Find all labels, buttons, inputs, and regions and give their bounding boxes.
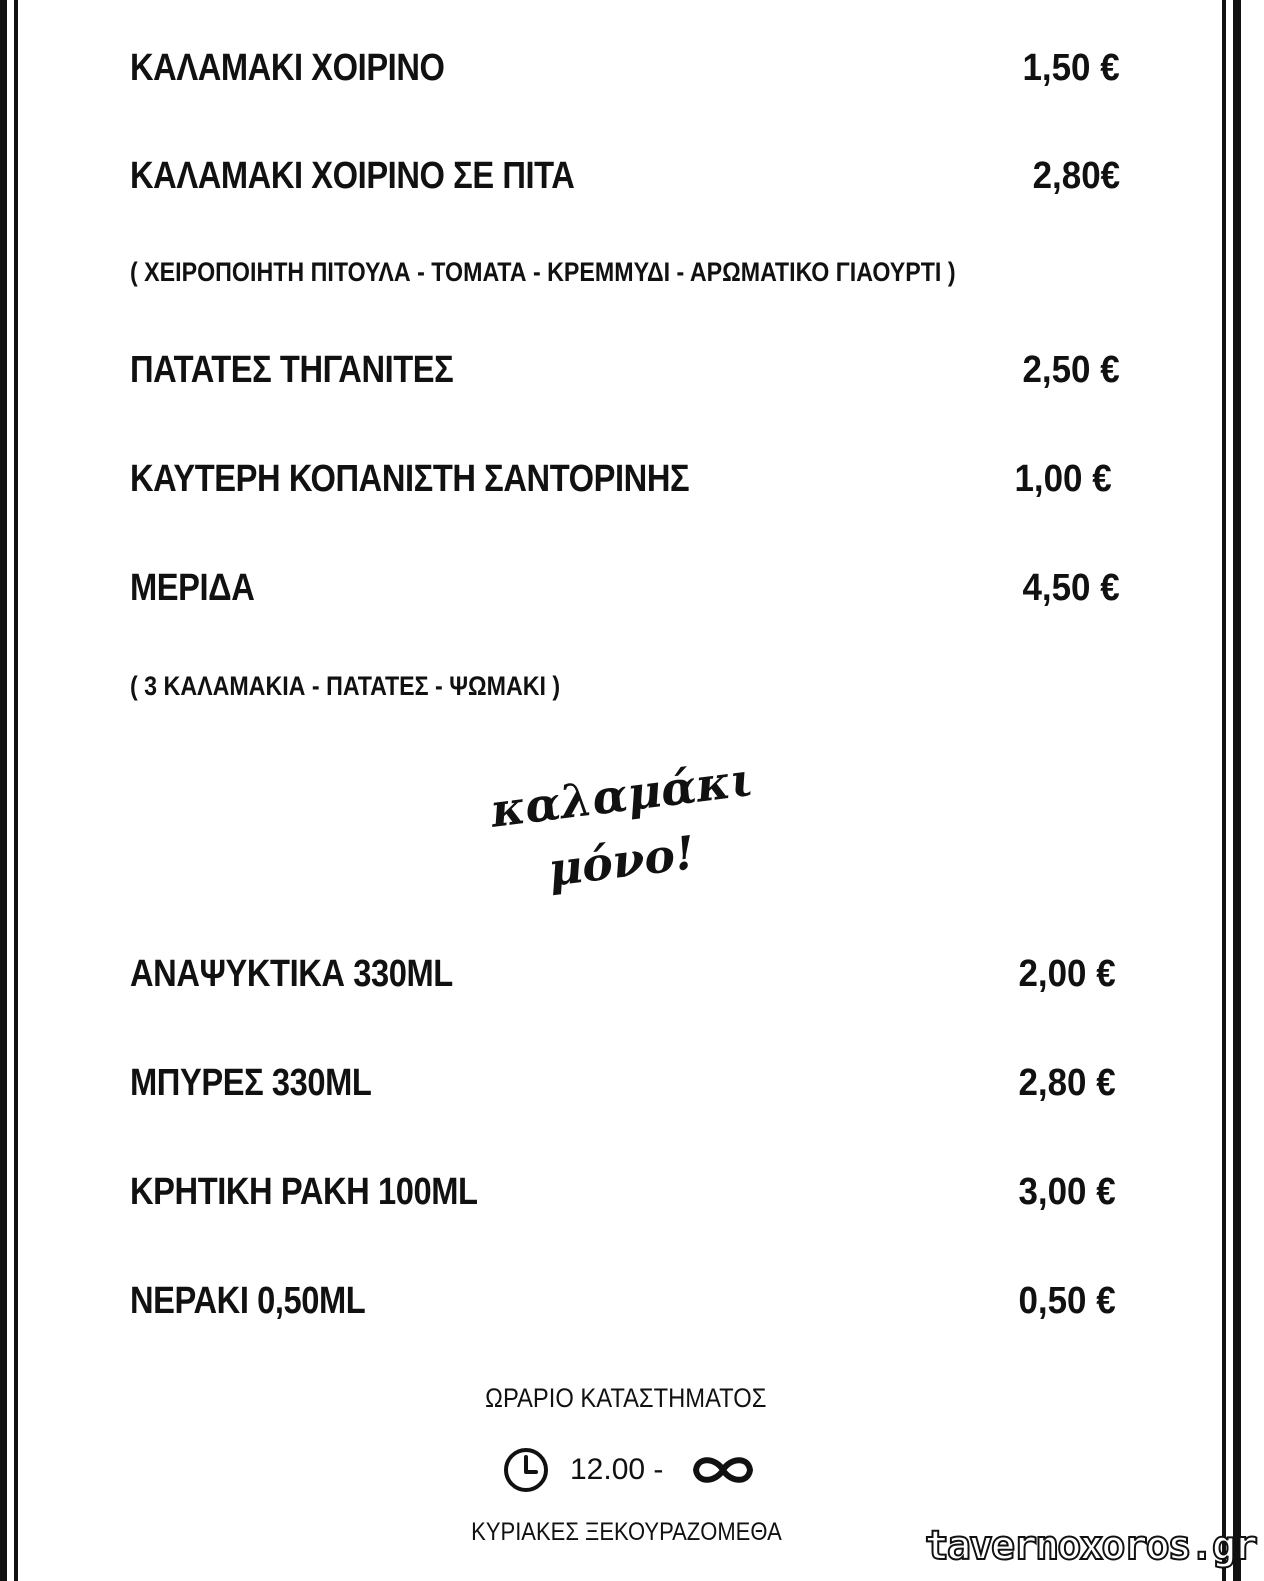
drink-item-row <box>130 1273 1120 1329</box>
menu-item-price: 1,00 € <box>1014 458 1112 500</box>
frame-border-right-outer <box>1233 0 1241 1581</box>
menu-item-row <box>130 342 1120 398</box>
drink-item-row <box>130 1164 1120 1220</box>
drink-item-name: ΚΡΗΤΙΚΗ ΡΑΚΗ 100ML <box>130 1171 478 1213</box>
menu-item-row <box>130 40 1120 96</box>
frame-border-left-outer <box>0 0 7 1581</box>
watermark: tavernoxoros.gr <box>924 1523 1256 1569</box>
drink-item-price: 2,00 € <box>1018 953 1116 995</box>
drink-item-name: ΝΕΡΑΚΙ 0,50ML <box>130 1280 366 1322</box>
opening-time: 12.00 - <box>570 1453 664 1486</box>
clock-icon <box>502 1446 550 1494</box>
menu-item-note: ( ΧΕΙΡΟΠΟΙΗΤΗ ΠΙΤΟΥΛΑ - ΤΟΜΑΤΑ - ΚΡΕΜΜΥΔΙ - ΑΡΩΜΑΤΙΚΟ ΓΙΑΟΥΡΤΙ ) <box>130 257 956 287</box>
infinity-icon <box>690 1452 756 1488</box>
menu-item-name: ΜΕΡΙΔΑ <box>130 567 255 609</box>
slogan-line-1: καλαμάκι <box>487 752 756 838</box>
menu-item-price: 4,50 € <box>1022 567 1120 609</box>
drink-item-row <box>130 1055 1120 1111</box>
drink-item-name: ΑΝΑΨΥΚΤΙΚΑ 330ML <box>130 953 453 995</box>
menu-item-name: ΠΑΤΑΤΕΣ ΤΗΓΑΝΙΤΕΣ <box>130 349 454 391</box>
menu-item-name: ΚΑΛΑΜΑΚΙ ΧΟΙΡΙΝΟ ΣΕ ΠΙΤΑ <box>130 155 575 197</box>
menu-item-name: ΚΑΛΑΜΑΚΙ ΧΟΙΡΙΝΟ <box>130 47 445 89</box>
drink-item-row <box>130 946 1120 1002</box>
menu-item-row <box>130 451 1120 507</box>
menu-item-row <box>130 148 1120 204</box>
drink-item-name: ΜΠΥΡΕΣ 330ML <box>130 1062 372 1104</box>
menu-item-price: 1,50 € <box>1022 47 1120 89</box>
frame-border-right-inner <box>1222 0 1226 1581</box>
menu-item-price: 2,80€ <box>1032 155 1120 197</box>
menu-item-row <box>130 560 1120 616</box>
menu-item-price: 2,50 € <box>1022 349 1120 391</box>
drink-item-price: 0,50 € <box>1018 1280 1116 1322</box>
menu-item-name: ΚΑΥΤΕΡΗ ΚΟΠΑΝΙΣΤΗ ΣΑΝΤΟΡΙΝΗΣ <box>130 458 690 500</box>
drink-item-price: 2,80 € <box>1018 1062 1116 1104</box>
hours-title-text: ΩΡΑΡΙΟ ΚΑΤΑΣΤΗΜΑΤΟΣ <box>485 1383 767 1413</box>
slogan-line-2: μόνο! <box>545 825 698 897</box>
menu-item-note: ( 3 ΚΑΛΑΜΑΚΙΑ - ΠΑΤΑΤΕΣ - ΨΩΜΑΚΙ ) <box>130 671 561 701</box>
drink-item-price: 3,00 € <box>1018 1171 1116 1213</box>
hours-note-text: ΚΥΡΙΑΚΕΣ ΞΕΚΟΥΡΑΖΟΜΕΘΑ <box>470 1518 782 1546</box>
frame-border-left-inner <box>14 0 18 1581</box>
hours-title <box>0 1380 1252 1416</box>
